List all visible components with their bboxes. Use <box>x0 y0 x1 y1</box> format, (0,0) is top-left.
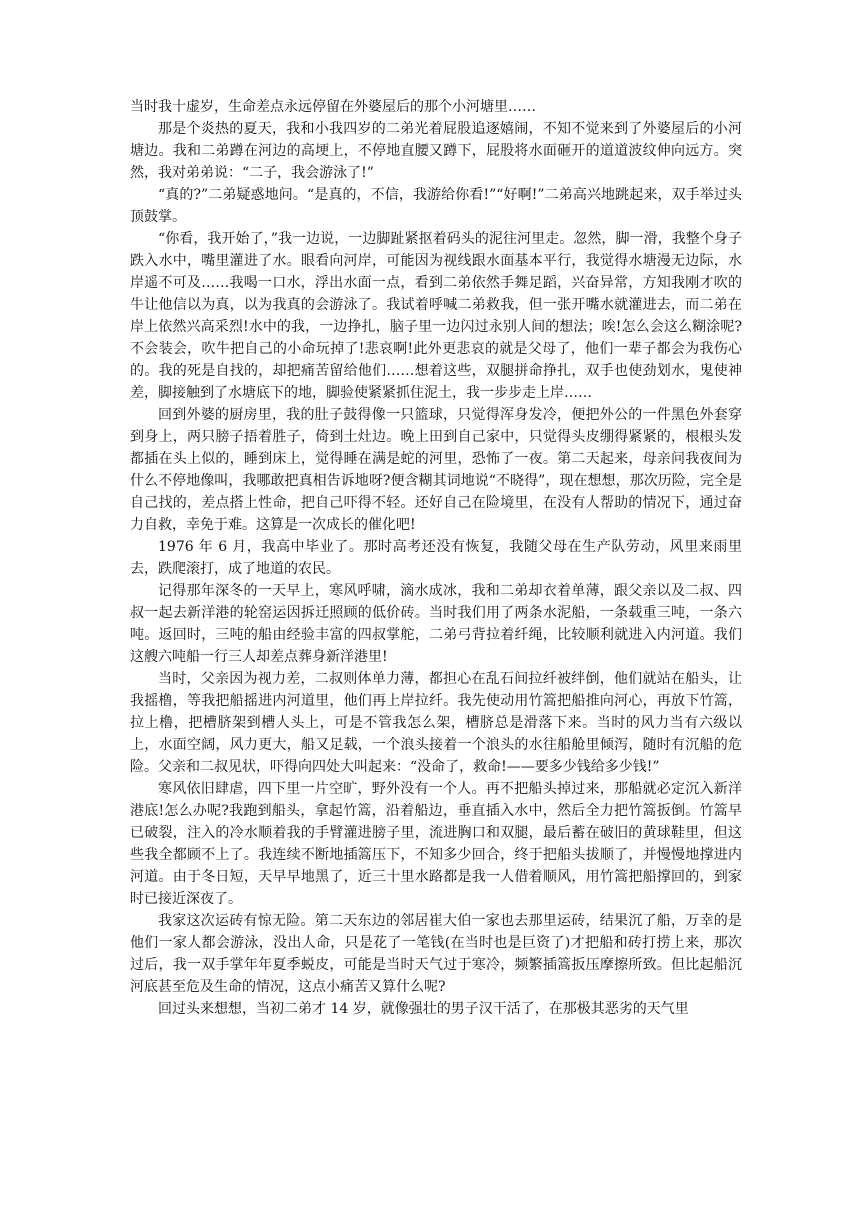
paragraph-1: 当时我十虚岁，生命差点永远停留在外婆屋后的那个小河塘里…… <box>130 99 536 115</box>
paragraph-7: 记得那年深冬的一天早上，寒风呼啸，滴水成冰，我和二弟却衣着单薄，跟父亲以及二叔、四叔一起去新洋港的轮窑运因拆迁照顾的低价砖。当时我们用了两条水泥船，一条载重三吨，一条六吨。返回时，三吨的船由经验丰富的四叔掌舵，二弟弓背拉着纤绳，比较顺利就进入内河道。我们这艘六吨船一行三人却差点葬身新洋港里! <box>130 583 742 665</box>
paragraph-5: 回到外婆的厨房里，我的肚子鼓得像一只篮球，只觉得浑身发冷，便把外公的一件黑色外套穿到身上，两只膀子捂着胜子，倚到土灶边。晚上田到自己家中，只觉得头皮绷得紧紧的，根根头发都插在头上似的，睡到床上，觉得睡在满是蛇的河里，恐怖了一夜。第二天起来，母亲问我夜间为什么不停地像叫，我哪敢把真相告诉地呀?便含糊其词地说“不晓得”，现在想想，那次历险，完全是自己找的，差点搭上性命，把自己吓得不轻。还好自己在险境里，在没有人帮助的情况下，通过奋力自救，幸免于难。这算是一次成长的催化吧! <box>130 407 742 533</box>
paragraph-11: 回过头来想想，当初二弟才 14 岁，就像强壮的男子汉干活了，在那极其恶劣的天气里 <box>158 1001 689 1017</box>
paragraph-2: 那是个炎热的夏天，我和小我四岁的二弟光着屁股追逐嬉闹，不知不觉来到了外婆屋后的小河塘边。我和二弟蹲在河边的高埂上，不停地直腰又蹲下，屁股将水面砸开的道道波纹伸向远方。突然，我对弟弟说：“二子，我会游泳了!” <box>130 121 742 181</box>
paragraph-9: 寒风依旧肆虐，四下里一片空旷，野外没有一个人。再不把船头掉过来，那船就必定沉入新洋港底!怎么办呢?我跑到船头，拿起竹篙，沿着船边，垂直插入水中，然后全力把竹篙扳倒。竹篙早已破裂，注入的冷水顺着我的手臂灌进膀子里，流进胸口和双腿，最后蓄在破旧的黄球鞋里，但这些我全都顾不上了。我连续不断地插篙压下，不知多少回合，终于把船头拔顺了，并慢慢地撑进内河道。由于冬日短，天早早地黑了，近三十里水路都是我一人借着顺风，用竹篙把船撑回的，到家时已接近深夜了。 <box>130 781 742 907</box>
document-page <box>130 96 742 1020</box>
paragraph-8: 当时，父亲因为视力差，二叔则体单力薄，都担心在乱石间拉纤被绊倒，他们就站在船头，让我摇橹，等我把船摇进内河道里，他们再上岸拉纤。我先使动用竹篙把船推向河心，再放下竹篙，拉上橹，把槽脐架到槽人头上，可是不管我怎么架，槽脐总是滑落下来。当时的风力当有六级以上，水面空阔，风力更大，船又足载，一个浪头接着一个浪头的水往船舱里倾泻，随时有沉船的危险。父亲和二叔见状，吓得向四处大叫起来：“没命了，救命!——要多少钱给多少钱!” <box>130 671 742 775</box>
paragraph-10: 我家这次运砖有惊无险。第二天东边的邻居崔大伯一家也去那里运砖，结果沉了船，万幸的是他们一家人都会游泳，没出人命，只是花了一笔钱(在当时也是巨资了)才把船和砖打捞上来，那次过后，我一双手掌年年夏季蜕皮，可能是当时天气过于寒冷，频繁插篙扳压摩擦所致。但比起船沉河底甚至危及生命的情况，这点小痛苦又算什么呢? <box>130 913 742 995</box>
paragraph-4: “你看，我开始了，”我一边说，一边脚趾紧抠着码头的泥往河里走。忽然，脚一滑，我整个身子跌入水中，嘴里灌进了水。眼看向河岸，可能因为视线跟水面基本平行，我觉得水塘漫无边际，水岸遥不可及……我喝一口水，浮出水面一点，看到二弟依然手舞足蹈，兴奋异常，方知我刚才吹的牛让他信以为真，以为我真的会游泳了。我试着呼喊二弟救我，但一张开嘴水就灌进去，而二弟在岸上依然兴高采烈!水中的我，一边挣扎，脑子里一边闪过永别人间的想法；唉!怎么会这么糊涂呢?不会装会，吹牛把自己的小命玩掉了!悲哀啊!此外更悲哀的就是父母了，他们一辈子都会为我伤心的。我的死是自找的，却把痛苦留给他们……想着这些，双腿拼命挣扎，双手也使劲划水，鬼使神差，脚接触到了水塘底下的地，脚验使紧紧抓住泥土，我一步步走上岸…… <box>130 231 742 401</box>
paragraph-3: “真的?”二弟疑惑地问。“是真的，不信，我游给你看!”“好啊!”二弟高兴地跳起来，双手举过头顶鼓掌。 <box>130 187 742 225</box>
paragraph-6: 1976 年 6 月，我高中毕业了。那时高考还没有恢复，我随父母在生产队劳动，风里来雨里去，跌爬滚打，成了地道的农民。 <box>130 539 742 577</box>
